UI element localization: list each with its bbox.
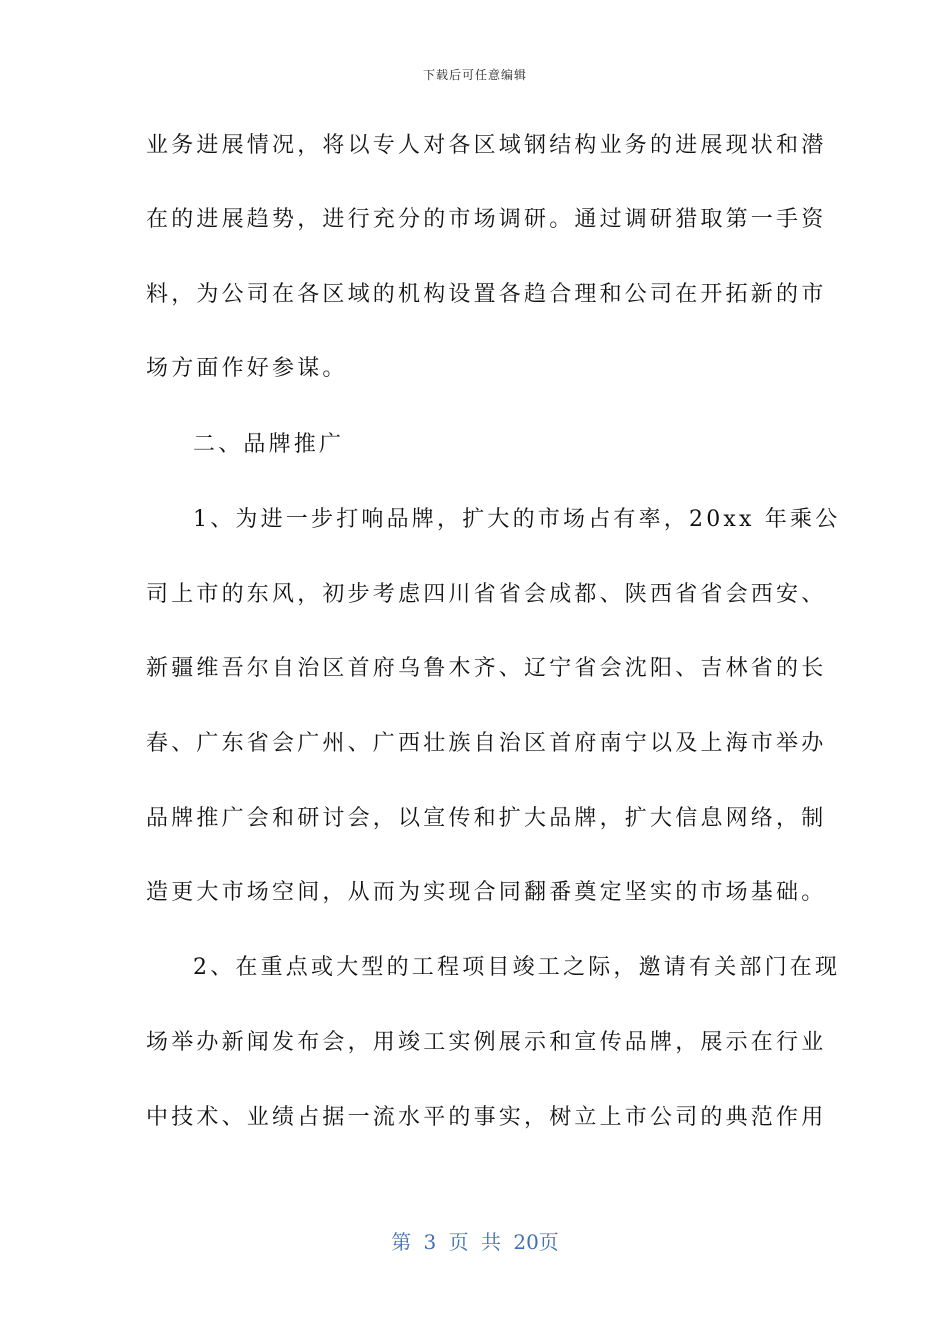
header-note: 下载后可任意编辑 xyxy=(422,68,527,82)
page-number: 第 3 页 共 20页 xyxy=(391,1230,559,1254)
text-line: 春、广东省会广州、广西壮族自治区首府南宁以及上海市举办 xyxy=(146,731,827,756)
text-line: 品牌推广会和研讨会，以宣传和扩大品牌，扩大信息网络，制 xyxy=(146,806,827,831)
text-line: 在的进展趋势，进行充分的市场调研。通过调研猎取第一手资 xyxy=(146,207,827,232)
text-line: 中技术、业绩占据一流水平的事实，树立上市公司的典范作用 xyxy=(146,1105,827,1130)
text-line: 场举办新闻发布会，用竣工实例展示和宣传品牌，展示在行业 xyxy=(146,1030,827,1055)
text-line: 场方面作好参谋。 xyxy=(146,356,348,381)
text-line: 业务进展情况，将以专人对各区域钢结构业务的进展现状和潜 xyxy=(146,133,827,158)
section-heading: 二、品牌推广 xyxy=(193,432,345,457)
text-line: 司上市的东风，初步考虑四川省省会成都、陕西省省会西安、 xyxy=(146,582,827,607)
text-line: 2、在重点或大型的工程项目竣工之际，邀请有关部门在现 xyxy=(193,955,841,980)
text-line: 料，为公司在各区域的机构设置各趋合理和公司在开拓新的市 xyxy=(146,282,827,307)
text-line: 造更大市场空间，从而为实现合同翻番奠定坚实的市场基础。 xyxy=(146,880,827,905)
text-line: 1、为进一步打响品牌，扩大的市场占有率，20xx 年乘公 xyxy=(193,507,841,532)
text-line: 新疆维吾尔自治区首府乌鲁木齐、辽宁省会沈阳、吉林省的长 xyxy=(146,656,827,681)
